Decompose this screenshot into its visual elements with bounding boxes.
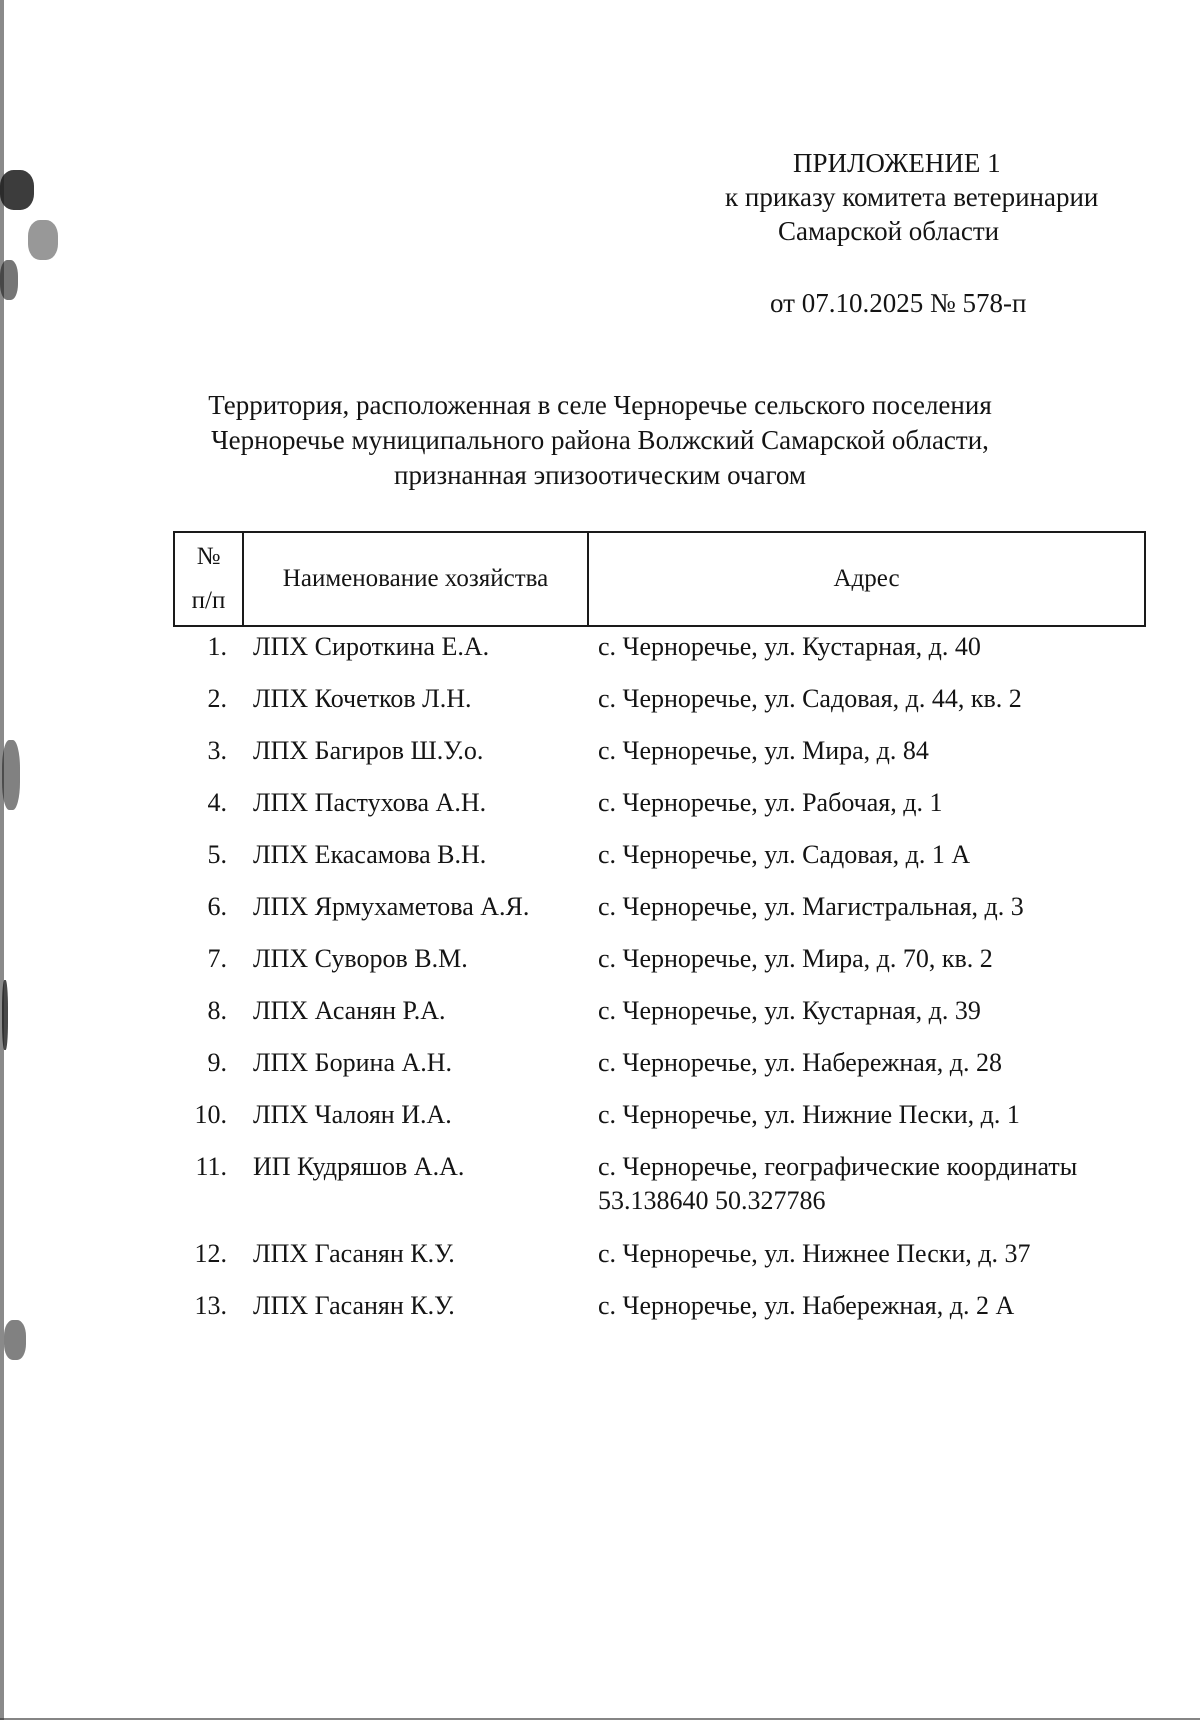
row-address: с. Черноречье, ул. Мира, д. 84 [598,736,929,765]
scan-speckle [4,1320,26,1360]
heading-line: Территория, расположенная в селе Черноречье сельского поселения [208,390,992,420]
table-row [173,1289,1153,1341]
row-address: с. Черноречье, ул. Садовая, д. 1 А [598,840,971,869]
row-address: с. Черноречье, ул. Кустарная, д. 39 [598,996,981,1025]
table-row [173,630,1153,682]
row-address: с. Черноречье, ул. Садовая, д. 44, кв. 2 [598,684,1022,713]
table-row [173,1237,1153,1289]
row-address: с. Черноречье, географические координаты 53.138640 50.327786 [598,1152,1078,1215]
annex-order-line: к приказу комитета ветеринарии [725,182,1099,212]
row-farm-name: ЛПХ Кочетков Л.Н. [253,684,472,713]
header-farm-name: Наименование хозяйства [244,533,589,625]
header-number [175,533,244,625]
row-address: с. Черноречье, ул. Магистральная, д. 3 [598,892,1024,921]
table-row [173,682,1153,734]
annex-title: ПРИЛОЖЕНИЕ 1 [793,148,1001,178]
row-address: с. Черноречье, ул. Кустарная, д. 40 [598,632,981,661]
document-heading [170,388,1030,493]
row-farm-name: ЛПХ Чалоян И.А. [253,1100,452,1129]
scan-speckle [0,170,34,210]
heading-line: Черноречье муниципального района Волжский Самарской области, [211,425,989,455]
row-farm-name: ЛПХ Ярмухаметова А.Я. [253,892,530,921]
row-number: 7. [207,944,227,973]
header-number-abbr: п/п [191,587,226,614]
row-farm-name: ЛПХ Суворов В.М. [253,944,468,973]
header-number-symbol: № [196,543,221,570]
table-header [173,531,1146,627]
row-farm-name: ЛПХ Пастухова А.Н. [253,788,487,817]
row-farm-name: ЛПХ Борина А.Н. [253,1048,453,1077]
table-row [173,890,1153,942]
table-row [173,1098,1153,1150]
scan-speckle [2,980,8,1050]
row-number: 8. [207,996,227,1025]
row-number: 12. [194,1239,227,1268]
row-number: 3. [207,736,227,765]
table-row [173,994,1153,1046]
row-farm-name: ЛПХ Сироткина Е.А. [253,632,490,661]
row-number: 11. [195,1152,227,1181]
scan-speckle [2,740,20,810]
scan-speckle [28,220,58,260]
row-farm-name: ЛПХ Гасанян К.У. [253,1291,455,1320]
header-address: Адрес [833,565,900,592]
annex-region-line: Самарской области [778,216,1000,246]
row-address: с. Черноречье, ул. Рабочая, д. 1 [598,788,943,817]
table-row [173,786,1153,838]
row-number: 4. [207,788,227,817]
row-address: с. Черноречье, ул. Нижнее Пески, д. 37 [598,1239,1031,1268]
table-row [173,734,1153,786]
row-number: 2. [207,684,227,713]
row-number: 10. [194,1100,227,1129]
table-row [173,942,1153,994]
row-address: с. Черноречье, ул. Набережная, д. 28 [598,1048,1002,1077]
table-body [173,630,1153,1341]
row-address: с. Черноречье, ул. Нижние Пески, д. 1 [598,1100,1020,1129]
heading-line: признанная эпизоотическим очагом [394,460,806,490]
scan-edge [0,0,4,1720]
row-number: 6. [207,892,227,921]
row-address: с. Черноречье, ул. Набережная, д. 2 А [598,1291,1015,1320]
row-farm-name: ИП Кудряшов А.А. [253,1152,465,1181]
row-farm-name: ЛПХ Багиров Ш.У.о. [253,736,484,765]
table-row [173,1046,1153,1098]
row-address: с. Черноречье, ул. Мира, д. 70, кв. 2 [598,944,993,973]
row-farm-name: ЛПХ Асанян Р.А. [253,996,446,1025]
row-number: 1. [207,632,227,661]
scan-speckle [0,260,18,300]
table-row [173,1150,1153,1237]
row-farm-name: ЛПХ Гасанян К.У. [253,1239,455,1268]
row-number: 9. [207,1048,227,1077]
annex-date-number: от 07.10.2025 № 578-п [770,288,1027,318]
table-row [173,838,1153,890]
row-farm-name: ЛПХ Екасамова В.Н. [253,840,487,869]
row-number: 13. [194,1291,227,1320]
row-number: 5. [207,840,227,869]
